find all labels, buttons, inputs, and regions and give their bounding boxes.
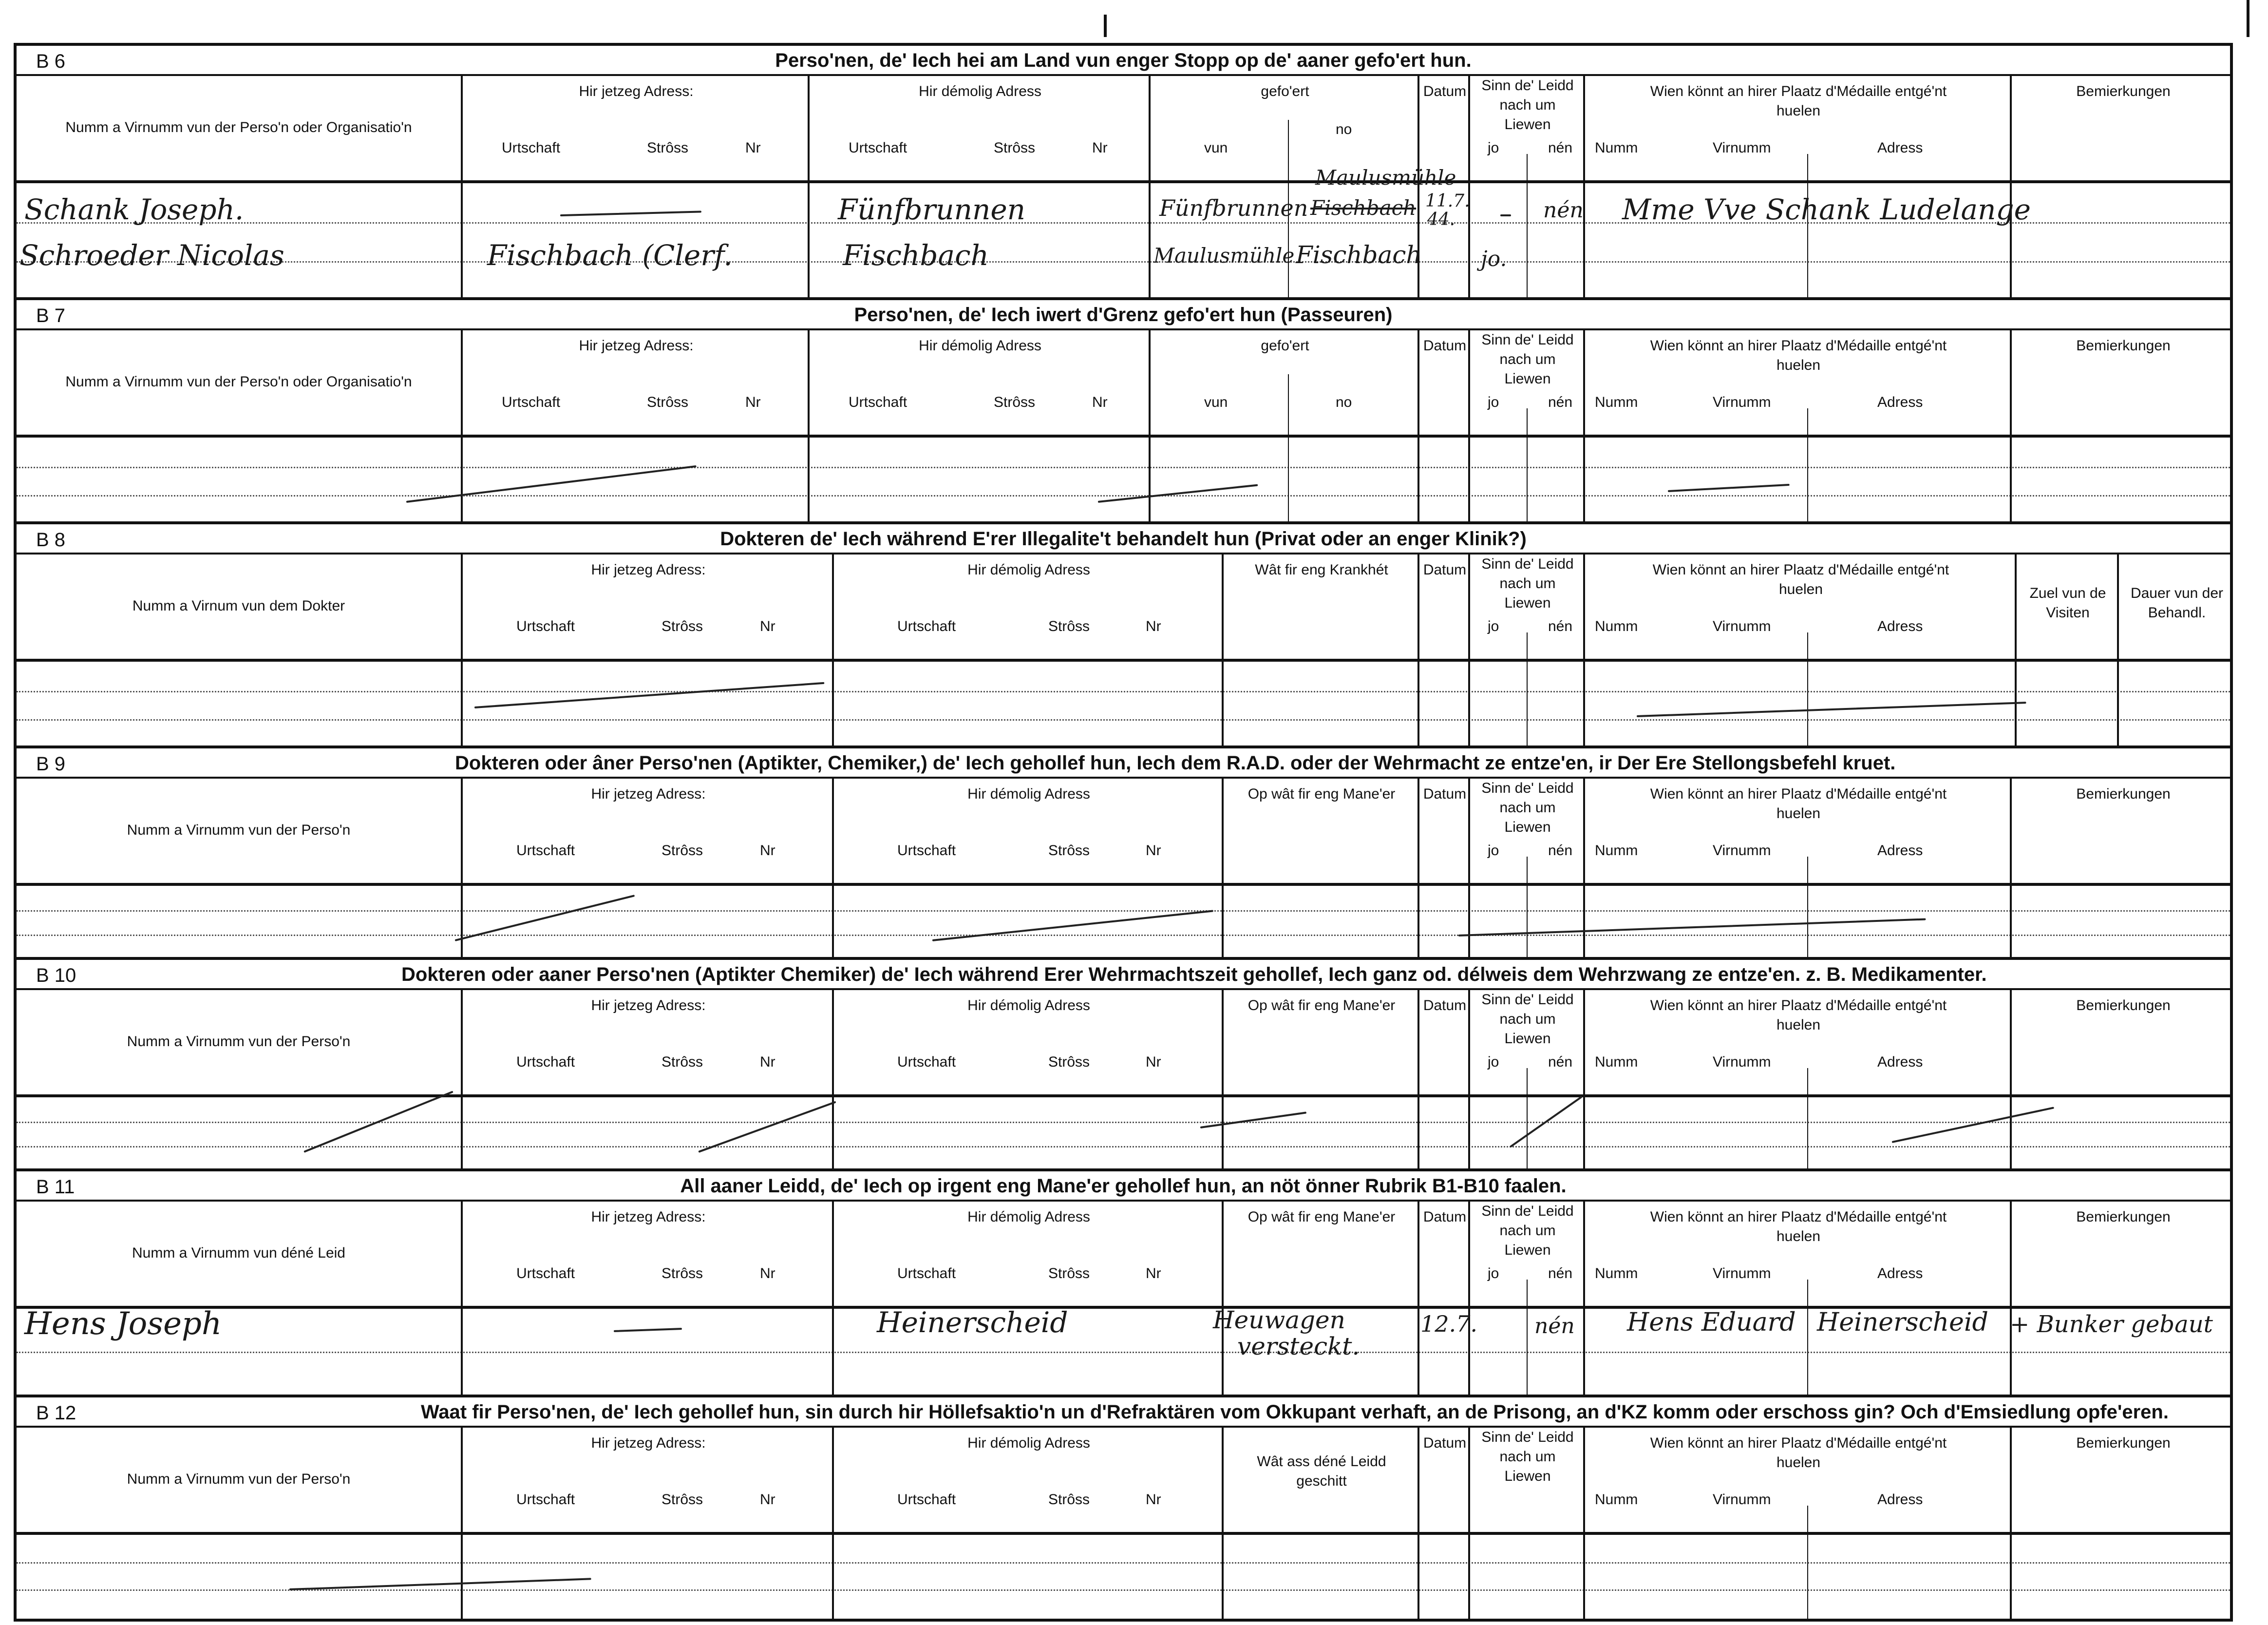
col-current-address: Hir jetzeg Adress: — [591, 1435, 706, 1451]
sub-numm: Numm — [1595, 1491, 1638, 1508]
col-sinn: Sinn de' Leidd nach um Liewen — [1481, 1429, 1574, 1484]
hw-current-address: Fischbach (Clerf. — [487, 239, 733, 272]
data-rows — [17, 438, 2230, 524]
data-rows — [17, 1097, 2230, 1171]
section-b12 — [17, 1395, 2230, 1622]
col-bemierkungen: Bemierkungen — [2076, 997, 2171, 1013]
column-header-row — [17, 990, 2230, 1097]
sub-stross: Strôss — [994, 394, 1036, 410]
col-datum: Datum — [1423, 1435, 1467, 1451]
sub-no: no — [1336, 394, 1352, 410]
col-medal: Wien könnt an hirer Plaatz d'Médaille entgé'nt huelen — [1650, 786, 1947, 822]
sub-nr: Nr — [1146, 1491, 1161, 1508]
section-header — [17, 1171, 2230, 1202]
dash-stroke — [1500, 214, 1511, 216]
column-header-row — [17, 1202, 2230, 1309]
column-header-row — [17, 779, 2230, 886]
sub-vun: vun — [1204, 394, 1228, 410]
col-name: Numm a Virnumm vun déné Leid — [132, 1245, 345, 1261]
col-sinn: Sinn de' Leidd nach um Liewen — [1481, 780, 1574, 835]
hw-maneer-line2: versteckt. — [1237, 1332, 1360, 1360]
sub-nr: Nr — [1146, 842, 1161, 859]
col-name: Numm a Virnum vun dem Dokter — [132, 598, 345, 614]
sub-nr: Nr — [760, 618, 775, 634]
sub-urtschaft: Urtschaft — [516, 1054, 575, 1070]
hw-former-address: Fischbach — [843, 239, 989, 272]
sub-virnumm: Virnumm — [1713, 618, 1771, 634]
col-datum: Datum — [1423, 997, 1467, 1013]
sub-nr: Nr — [760, 1491, 775, 1508]
sub-urtschaft: Urtschaft — [516, 842, 575, 859]
sub-nr: Nr — [1146, 1265, 1161, 1281]
sub-nr: Nr — [745, 140, 761, 156]
column-header-row — [17, 1428, 2230, 1535]
col-name: Numm a Virnumm vun der Perso'n oder Organisatio'n — [65, 374, 412, 390]
hw-maneer-line1: Heuwagen — [1213, 1306, 1345, 1334]
hw-medal: Mme Vve Schank Ludelange — [1622, 193, 2031, 226]
col-current-address: Hir jetzeg Adress: — [591, 997, 706, 1013]
hw-medal-place: Heinerscheid — [1817, 1308, 1988, 1337]
section-title: Dokteren oder aaner Perso'nen (Aptikter Chemiker) de' Iech während Erer Wehrmachtszeit gehollef, Iech ganz od. délweis dem Wehrzwang ze entze'en. z. B. Medikamenter. — [401, 964, 1987, 985]
sub-jo: jo — [1488, 140, 1499, 156]
column-header-row — [17, 76, 2230, 183]
section-b11 — [17, 1168, 2230, 1395]
hw-to-correction: Maulusmühle — [1315, 166, 1456, 190]
hw-jo: jo. — [1481, 247, 1507, 271]
section-b10 — [17, 957, 2230, 1168]
sub-stross: Strôss — [647, 394, 689, 410]
hw-name: Schank Joseph. — [24, 193, 244, 226]
sub-numm: Numm — [1595, 1265, 1638, 1281]
col-current-address: Hir jetzeg Adress: — [579, 83, 694, 99]
sub-urtschaft: Urtschaft — [897, 1265, 956, 1281]
hw-medal-name: Hens Eduard — [1627, 1308, 1796, 1337]
col-sinn: Sinn de' Leidd nach um Liewen — [1481, 556, 1574, 611]
col-former-address: Hir démolig Adress — [919, 338, 1041, 354]
col-geschitt: Wât ass déné Leidd geschitt — [1257, 1453, 1386, 1489]
sub-jo: jo — [1488, 842, 1499, 859]
hw-to: Fischbach — [1296, 241, 1422, 269]
col-name: Numm a Virnumm vun der Perso'n — [127, 1033, 351, 1050]
hw-remark: + Bunker gebaut — [2010, 1311, 2213, 1338]
page-edge-mark — [1104, 15, 1107, 37]
col-medal: Wien könnt an hirer Plaatz d'Médaille entgé'nt huelen — [1650, 997, 1947, 1033]
sub-stross: Strôss — [1048, 1265, 1090, 1281]
col-former-address: Hir démolig Adress — [967, 997, 1090, 1013]
sub-virnumm: Virnumm — [1713, 1265, 1771, 1281]
section-b6 — [17, 46, 2230, 297]
col-zuel-visiten: Zuel vun de Visiten — [2029, 585, 2106, 621]
sub-nr: Nr — [760, 842, 775, 859]
cancel-stroke — [1200, 1111, 1306, 1128]
hw-name: Hens Joseph — [24, 1306, 222, 1342]
col-bemierkungen: Bemierkungen — [2076, 1209, 2171, 1225]
sub-stross: Strôss — [994, 140, 1036, 156]
section-header — [17, 1397, 2230, 1428]
sub-jo: jo — [1488, 618, 1499, 634]
col-sinn: Sinn de' Leidd nach um Liewen — [1481, 1203, 1574, 1258]
sub-urtschaft: Urtschaft — [849, 394, 907, 410]
sub-numm: Numm — [1595, 394, 1638, 410]
sub-stross: Strôss — [1048, 618, 1090, 634]
sub-stross: Strôss — [662, 1054, 703, 1070]
section-title: Dokteren de' Iech während E'rer Illegalite't behandelt hun (Privat oder an enger Klinik?) — [720, 528, 1527, 550]
page-edge-mark — [2247, 0, 2249, 37]
sub-nen: nén — [1548, 1265, 1573, 1281]
sub-urtschaft: Urtschaft — [516, 618, 575, 634]
section-title: Perso'nen, de' Iech iwert d'Grenz gefo'ert hun (Passeuren) — [854, 304, 1393, 325]
sub-urtschaft: Urtschaft — [897, 618, 956, 634]
sub-nen: nén — [1548, 842, 1573, 859]
cancel-stroke — [1892, 1107, 2054, 1143]
sub-numm: Numm — [1595, 842, 1638, 859]
col-former-address: Hir démolig Adress — [967, 562, 1090, 578]
sub-nen: nén — [1548, 394, 1573, 410]
sub-nr: Nr — [1092, 394, 1108, 410]
col-sinn: Sinn de' Leidd nach um Liewen — [1481, 992, 1574, 1047]
sub-virnumm: Virnumm — [1713, 140, 1771, 156]
section-title: Waat fir Perso'nen, de' Iech gehollef hun, sin durch hir Höllefsaktio'n un d'Refraktären vom Okkupant verhaft, an de Prisong, an d'KZ komm oder erschoss gin? Och d'Emsiedlung opfe'eren. — [421, 1401, 2169, 1423]
col-current-address: Hir jetzeg Adress: — [579, 338, 694, 354]
sub-no: no — [1336, 121, 1352, 137]
section-b7 — [17, 297, 2230, 521]
col-former-address: Hir démolig Adress — [919, 83, 1041, 99]
sub-nr: Nr — [1092, 140, 1108, 156]
col-gefoert: gefo'ert — [1261, 338, 1309, 354]
hw-nen: nén — [1534, 1314, 1575, 1338]
sub-virnumm: Virnumm — [1713, 842, 1771, 859]
sub-vun: vun — [1204, 140, 1228, 156]
form-sheet — [14, 43, 2233, 1622]
section-code: B 10 — [36, 965, 76, 986]
sub-adress: Adress — [1877, 140, 1923, 156]
sub-stross: Strôss — [662, 842, 703, 859]
col-datum: Datum — [1423, 786, 1467, 802]
col-dauer: Dauer vun der Behandl. — [2130, 585, 2224, 621]
cancel-stroke — [289, 1578, 591, 1590]
col-former-address: Hir démolig Adress — [967, 1209, 1090, 1225]
hw-former-address: Fünfbrunnen — [838, 193, 1026, 226]
cancel-stroke — [698, 1101, 836, 1153]
hw-to-struck: Fischbach — [1310, 196, 1417, 220]
sub-adress: Adress — [1877, 1265, 1923, 1281]
col-maneer: Op wât fir eng Mane'er — [1247, 786, 1396, 802]
sub-stross: Strôss — [662, 1265, 703, 1281]
hw-from: Maulusmühle — [1153, 244, 1295, 268]
sub-virnumm: Virnumm — [1713, 1491, 1771, 1508]
sub-urtschaft: Urtschaft — [502, 394, 561, 410]
section-code: B 12 — [36, 1402, 76, 1424]
hw-date-line1: 11.7. — [1425, 191, 1470, 211]
col-sinn: Sinn de' Leidd nach um Liewen — [1481, 332, 1574, 387]
sub-virnumm: Virnumm — [1713, 394, 1771, 410]
col-name: Numm a Virnumm vun der Perso'n — [127, 822, 351, 838]
hw-former-address: Heinerscheid — [877, 1306, 1068, 1339]
sub-stross: Strôss — [1048, 1054, 1090, 1070]
col-krankhet: Wât fir eng Krankhét — [1255, 562, 1388, 578]
sub-numm: Numm — [1595, 1054, 1638, 1070]
col-name: Numm a Virnumm vun der Perso'n oder Organisatio'n — [65, 119, 412, 135]
col-medal: Wien könnt an hirer Plaatz d'Médaille entgé'nt huelen — [1650, 1435, 1947, 1471]
section-title: All aaner Leidd, de' Iech op irgent eng Mane'er gehollef hun, an nöt önner Rubrik B1-B10 faalen. — [680, 1175, 1567, 1197]
sub-numm: Numm — [1595, 140, 1638, 156]
section-header — [17, 300, 2230, 330]
section-code: B 11 — [36, 1176, 75, 1198]
sub-stross: Strôss — [662, 1491, 703, 1508]
sub-adress: Adress — [1877, 842, 1923, 859]
sub-adress: Adress — [1877, 618, 1923, 634]
col-former-address: Hir démolig Adress — [967, 786, 1090, 802]
sub-adress: Adress — [1877, 394, 1923, 410]
section-header — [17, 960, 2230, 990]
cancel-stroke — [406, 465, 697, 503]
col-medal: Wien könnt an hirer Plaatz d'Médaille entgé'nt huelen — [1650, 1209, 1947, 1244]
sub-virnumm: Virnumm — [1713, 1054, 1771, 1070]
sub-jo: jo — [1488, 1054, 1499, 1070]
sub-urtschaft: Urtschaft — [897, 1491, 956, 1508]
section-header — [17, 46, 2230, 76]
col-bemierkungen: Bemierkungen — [2076, 1435, 2171, 1451]
section-header — [17, 524, 2230, 554]
data-rows — [17, 886, 2230, 960]
sub-urtschaft: Urtschaft — [897, 1054, 956, 1070]
sub-urtschaft: Urtschaft — [516, 1491, 575, 1508]
sub-urtschaft: Urtschaft — [897, 842, 956, 859]
sub-stross: Strôss — [1048, 842, 1090, 859]
col-current-address: Hir jetzeg Adress: — [591, 562, 706, 578]
cancel-stroke — [1098, 484, 1258, 503]
col-sinn: Sinn de' Leidd nach um Liewen — [1481, 77, 1574, 133]
col-medal: Wien könnt an hirer Plaatz d'Médaille entgé'nt huelen — [1650, 83, 1947, 119]
col-datum: Datum — [1423, 338, 1467, 354]
col-current-address: Hir jetzeg Adress: — [591, 786, 706, 802]
section-header — [17, 748, 2230, 779]
sub-numm: Numm — [1595, 618, 1638, 634]
cancel-stroke — [932, 910, 1213, 941]
sub-urtschaft: Urtschaft — [849, 140, 907, 156]
section-title: Perso'nen, de' Iech hei am Land vun enger Stopp op de' aaner gefo'ert hun. — [775, 50, 1472, 71]
cancel-stroke — [1668, 484, 1790, 492]
sub-nr: Nr — [745, 394, 761, 410]
cancel-stroke — [1637, 702, 2026, 717]
section-title: Dokteren oder âner Perso'nen (Aptikter, Chemiker,) de' Iech gehollef hun, Iech dem R.A.D. oder der Wehrmacht ze entze'en, ir Der Ere Stellongsbefehl kruet. — [455, 752, 1896, 774]
col-medal: Wien könnt an hirer Plaatz d'Médaille entgé'nt huelen — [1652, 562, 1949, 597]
col-datum: Datum — [1423, 1209, 1467, 1225]
col-maneer: Op wât fir eng Mane'er — [1247, 997, 1396, 1013]
sub-urtschaft: Urtschaft — [502, 140, 561, 156]
hw-from: Fünfbrunnen — [1159, 195, 1308, 221]
data-rows — [17, 1535, 2230, 1619]
hw-nen: nén — [1543, 198, 1584, 223]
col-datum: Datum — [1423, 562, 1467, 578]
sub-nen: nén — [1548, 140, 1573, 156]
col-bemierkungen: Bemierkungen — [2076, 338, 2171, 354]
sub-jo: jo — [1488, 1265, 1499, 1281]
col-gefoert: gefo'ert — [1261, 83, 1309, 99]
section-code: B 8 — [36, 529, 66, 551]
col-former-address: Hir démolig Adress — [967, 1435, 1090, 1451]
col-medal: Wien könnt an hirer Plaatz d'Médaille entgé'nt huelen — [1650, 338, 1947, 373]
hw-date-line2: 44. — [1427, 210, 1455, 229]
sub-adress: Adress — [1877, 1491, 1923, 1508]
sub-jo: jo — [1488, 394, 1499, 410]
section-code: B 7 — [36, 305, 66, 326]
sub-nen: nén — [1548, 1054, 1573, 1070]
sub-stross: Strôss — [662, 618, 703, 634]
data-rows — [17, 662, 2230, 748]
section-b9 — [17, 746, 2230, 957]
sub-stross: Strôss — [647, 140, 689, 156]
sub-adress: Adress — [1877, 1054, 1923, 1070]
hw-name: Schroeder Nicolas — [19, 239, 284, 272]
col-bemierkungen: Bemierkungen — [2076, 786, 2171, 802]
hw-date: 12.7. — [1420, 1311, 1478, 1337]
sub-nr: Nr — [1146, 618, 1161, 634]
sub-nen: nén — [1548, 618, 1573, 634]
sub-stross: Strôss — [1048, 1491, 1090, 1508]
col-name: Numm a Virnumm vun der Perso'n — [127, 1471, 351, 1487]
col-bemierkungen: Bemierkungen — [2076, 83, 2171, 99]
sub-nr: Nr — [1146, 1054, 1161, 1070]
cancel-stroke — [474, 682, 825, 708]
column-header-row — [17, 330, 2230, 438]
col-datum: Datum — [1423, 83, 1467, 99]
col-maneer: Op wât fir eng Mane'er — [1247, 1209, 1396, 1225]
col-current-address: Hir jetzeg Adress: — [591, 1209, 706, 1225]
sub-nr: Nr — [760, 1054, 775, 1070]
sub-urtschaft: Urtschaft — [516, 1265, 575, 1281]
column-header-row — [17, 554, 2230, 662]
section-b8 — [17, 521, 2230, 746]
section-code: B 9 — [36, 753, 66, 775]
sub-nr: Nr — [760, 1265, 775, 1281]
cancel-stroke — [1458, 918, 1926, 937]
section-code: B 6 — [36, 51, 66, 72]
